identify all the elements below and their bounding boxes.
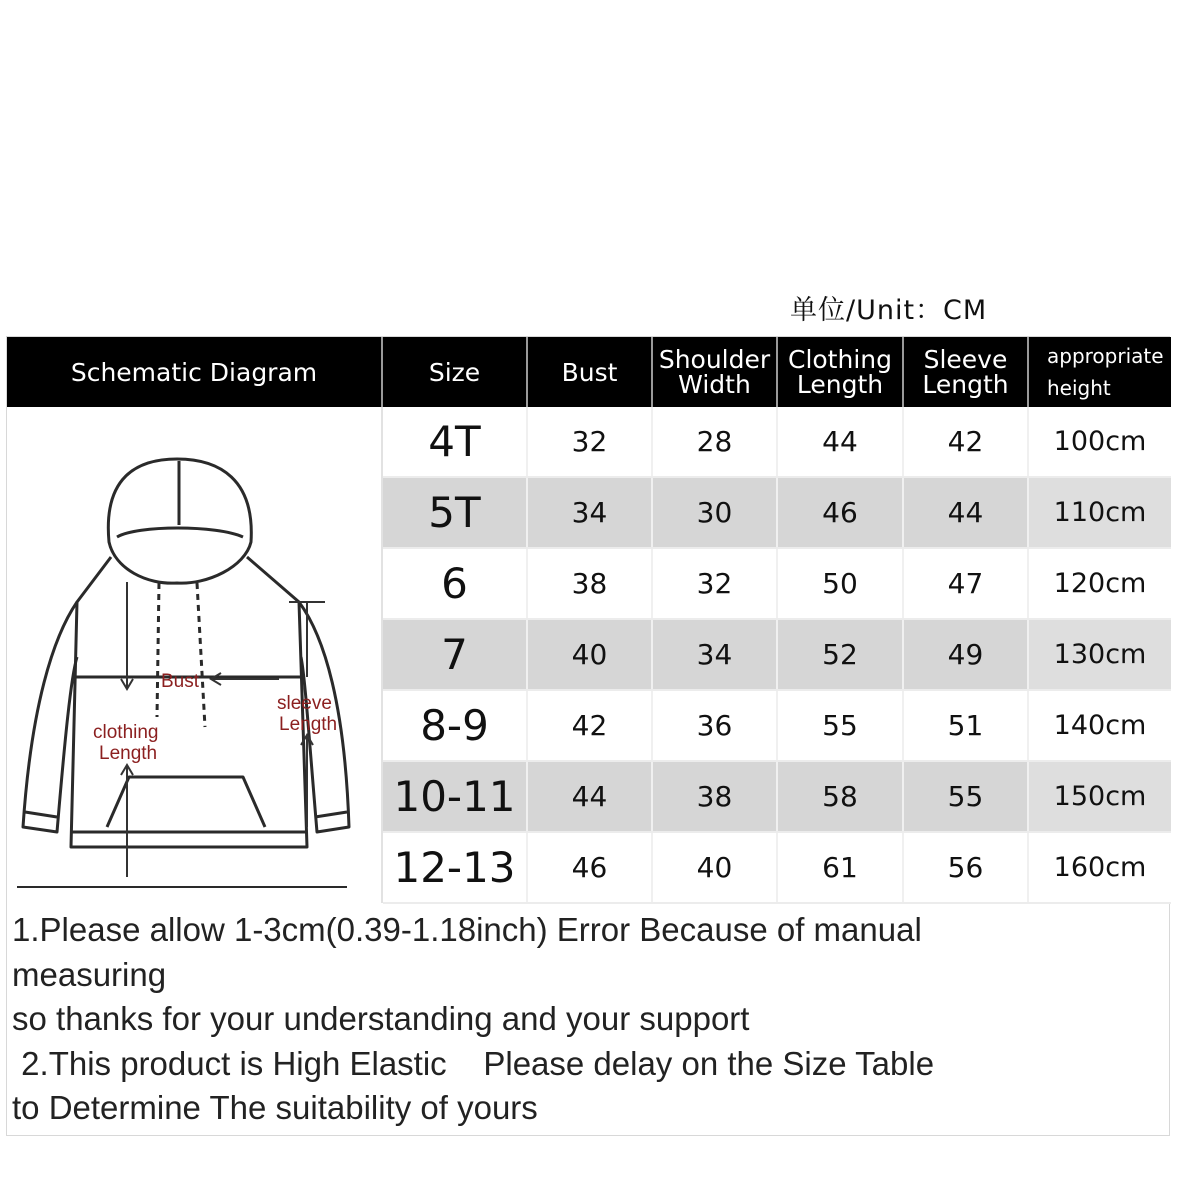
note-line: to Determine The suitability of yours [12, 1089, 538, 1126]
unit-label: 单位/Unit：CM [790, 295, 988, 326]
clothing-length-cell: 58 [778, 762, 904, 831]
clothing-length-cell: 44 [778, 407, 904, 476]
bust-cell: 34 [528, 478, 653, 547]
table-header [7, 337, 1171, 407]
shoulder-width-cell: 28 [653, 407, 778, 476]
table-row [383, 620, 1171, 691]
table-row [383, 691, 1171, 762]
table-row [383, 833, 1171, 904]
appropriate-height-cell: 100cm [1029, 407, 1171, 476]
clothing-length-cell: 50 [778, 549, 904, 618]
size-cell: 4T [383, 407, 528, 476]
bust-cell: 42 [528, 691, 653, 760]
bust-cell: 32 [528, 407, 653, 476]
diagram-label-clothing-length: Length [99, 743, 158, 764]
diagram-label-sleeve: sleeve [277, 693, 332, 714]
table-row [383, 762, 1171, 833]
table-row [383, 478, 1171, 549]
bust-cell: 46 [528, 833, 653, 902]
sleeve-length-cell: 47 [904, 549, 1029, 618]
appropriate-height-cell: 120cm [1029, 549, 1171, 618]
size-rows [383, 407, 1171, 904]
sleeve-length-cell: 51 [904, 691, 1029, 760]
size-cell: 7 [383, 620, 528, 689]
table-row [383, 407, 1171, 478]
header-size: Size [383, 337, 528, 407]
bust-cell: 40 [528, 620, 653, 689]
bust-cell: 44 [528, 762, 653, 831]
clothing-length-cell: 61 [778, 833, 904, 902]
shoulder-width-cell: 30 [653, 478, 778, 547]
hoodie-schematic-diagram [7, 407, 383, 903]
sleeve-length-cell: 55 [904, 762, 1029, 831]
appropriate-height-cell: 160cm [1029, 833, 1171, 902]
size-cell: 5T [383, 478, 528, 547]
table-row [383, 549, 1171, 620]
header-bust: Bust [528, 337, 653, 407]
header-schematic-diagram: Schematic Diagram [7, 337, 383, 407]
header-appropriate-height: appropriate height [1047, 344, 1164, 400]
diagram-label-clothing: clothing [93, 722, 159, 743]
note-line: so thanks for your understanding and your support [12, 1000, 750, 1037]
shoulder-width-cell: 38 [653, 762, 778, 831]
note-line: measuring [12, 955, 167, 993]
header-clothing-length: Clothing Length [778, 337, 904, 407]
note-line: 1.Please allow 1-3cm(0.39-1.18inch) Error Because of manual [12, 911, 922, 948]
bust-cell: 38 [528, 549, 653, 618]
sleeve-length-cell: 42 [904, 407, 1029, 476]
sleeve-length-cell: 49 [904, 620, 1029, 689]
diagram-label-sleeve-length: Length [279, 714, 338, 735]
notes [12, 908, 1162, 1131]
sleeve-length-cell: 56 [904, 833, 1029, 902]
note-line: 2.This product is High Elastic Please delay on the Size Table [12, 1044, 935, 1082]
appropriate-height-cell: 110cm [1029, 478, 1171, 547]
shoulder-width-cell: 40 [653, 833, 778, 902]
size-cell: 10-11 [383, 762, 528, 831]
size-cell: 12-13 [383, 833, 528, 902]
clothing-length-cell: 46 [778, 478, 904, 547]
sleeve-length-cell: 44 [904, 478, 1029, 547]
appropriate-height-cell: 150cm [1029, 762, 1171, 831]
diagram-label-bust: Bust [161, 671, 200, 692]
hoodie-sketch-icon [7, 407, 381, 903]
size-cell: 8-9 [383, 691, 528, 760]
appropriate-height-cell: 140cm [1029, 691, 1171, 760]
clothing-length-cell: 52 [778, 620, 904, 689]
shoulder-width-cell: 32 [653, 549, 778, 618]
header-shoulder-width: Shoulder Width [653, 337, 778, 407]
clothing-length-cell: 55 [778, 691, 904, 760]
shoulder-width-cell: 34 [653, 620, 778, 689]
appropriate-height-cell: 130cm [1029, 620, 1171, 689]
shoulder-width-cell: 36 [653, 691, 778, 760]
size-cell: 6 [383, 549, 528, 618]
header-sleeve-length: Sleeve Length [904, 337, 1029, 407]
